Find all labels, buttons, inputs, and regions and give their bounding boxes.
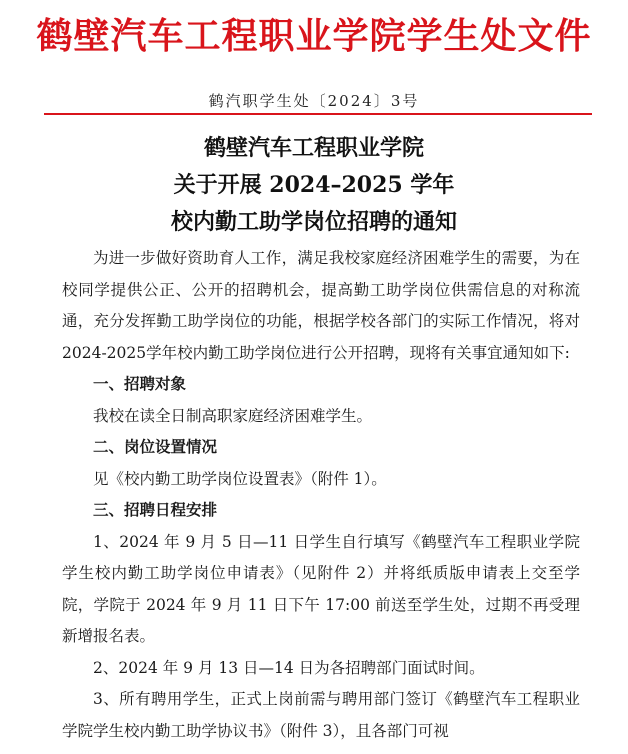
section-heading-schedule: 三、招聘日程安排	[93, 501, 218, 519]
section-heading-recruitment-target: 一、招聘对象	[93, 375, 187, 393]
section-heading-position-setup: 二、岗位设置情况	[93, 438, 218, 456]
notice-body	[62, 243, 580, 747]
red-divider-line	[44, 113, 592, 115]
notice-title-line: 鹤壁汽车工程职业学院	[203, 135, 424, 161]
schedule-item-2: 2、2024 年 9 月 13 日—14 日为各招聘部门面试时间。	[93, 658, 485, 677]
section-paragraph: 我校在读全日制高职家庭经济困难学生。	[93, 406, 373, 425]
intro-paragraph: 为进一步做好资助育人工作，满足我校家庭经济困难学生的需要，为在校同学提供公正、公开的招聘机会，提高勤工助学岗位供需信息的对称流通，充分发挥勤工助学岗位的功能，根据学校各部门的实际工作情况，将对2024-2025学年校内勤工助学岗位进行公开招聘，现将有关事宜通知如下:	[62, 249, 580, 362]
schedule-item-3: 3、所有聘用学生，正式上岗前需与聘用部门签订《鹤壁汽车工程职业学院学生校内勤工助学协议书》（附件 3），且各部门可视	[62, 690, 580, 740]
document-header-title: 鹤壁汽车工程职业学院学生处文件	[36, 15, 592, 57]
schedule-item-1: 1、2024 年 9 月 5 日—11 日学生自行填写《鹤壁汽车工程职业学院学生校内勤工助学岗位申请表》（见附件 2）并将纸质版申请表上交至学院，学院于 2024 年 9 月 11 日下午 17:00 前送至学生处，过期不再受理新增报名表。	[62, 532, 580, 645]
notice-title	[0, 130, 628, 241]
notice-title-line: 关于开展 2024–2025 学年	[173, 172, 455, 198]
section-paragraph: 见《校内勤工助学岗位设置表》（附件 1）。	[93, 469, 387, 488]
document-number: 鹤汽职学生处〔2024〕3号	[208, 92, 420, 110]
notice-title-line: 校内勤工助学岗位招聘的通知	[170, 209, 457, 235]
